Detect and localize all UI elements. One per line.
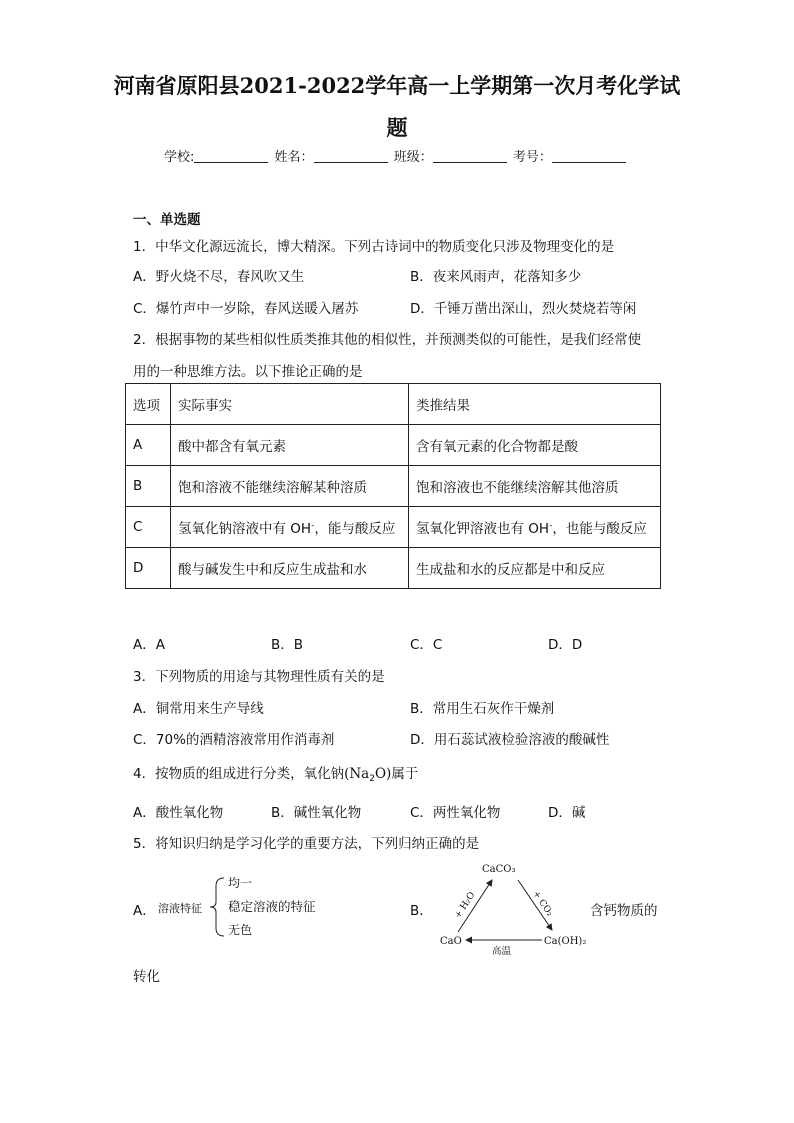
q4-option-b[interactable]: B．碱性氧化物 <box>271 805 362 821</box>
table-row <box>126 425 661 466</box>
q5-option-a[interactable]: A． <box>133 903 156 919</box>
caoh2-label: Ca(OH)₂ <box>544 936 587 947</box>
name-blank[interactable] <box>314 149 388 163</box>
exam-no-label: 考号： <box>512 150 552 165</box>
formula-o: O) <box>374 766 392 782</box>
q2-option-c[interactable]: C．C <box>410 637 443 653</box>
q2-stem-line1: 2．根据事物的某些相似性质类推其他的相似性，并预测类似的可能性，是我们经常使 <box>133 332 642 348</box>
brace-item: 无色 <box>228 923 253 937</box>
table-row <box>126 507 661 548</box>
class-label: 班级： <box>393 150 433 165</box>
q4-stem-pre: 4．按物质的组成进行分类，氧化钠 <box>133 766 345 782</box>
table-cell: D <box>126 548 171 589</box>
q1-stem: 1．中华文化源远流长，博大精深。下列古诗词中的物质变化只涉及物理变化的是 <box>133 239 615 255</box>
school-label: 学校: <box>164 150 195 165</box>
table-cell: 含有氧元素的化合物都是酸 <box>409 425 661 466</box>
q3-option-a[interactable]: A．铜常用来生产导线 <box>133 701 264 717</box>
q1-option-a[interactable]: A．野火烧不尽，春风吹又生 <box>133 269 305 285</box>
table-header-cell: 类推结果 <box>409 384 661 425</box>
q4-option-a[interactable]: A．酸性氧化物 <box>133 805 224 821</box>
q5-stem: 5．将知识归纳是学习化学的重要方法，下列归纳正确的是 <box>133 836 480 852</box>
page-title-line1: 河南省原阳县2021-2022学年高一上学期第一次月考化学试 <box>113 73 681 98</box>
table-cell: 生成盐和水的反应都是中和反应 <box>409 548 661 589</box>
q2-stem-line2: 用的一种思维方法。以下推论正确的是 <box>133 364 363 380</box>
solution-feature-brace-diagram <box>132 872 362 942</box>
q3-stem: 3．下列物质的用途与其物理性质有关的是 <box>133 669 385 685</box>
h2o-edge-label: + H₂O <box>453 890 478 921</box>
q5-option-b[interactable]: B． <box>410 903 433 919</box>
page-title-line2: 题 <box>386 115 408 140</box>
q3-option-d[interactable]: D．用石蕊试液检验溶液的酸碱性 <box>410 732 610 748</box>
table-header-cell: 选项 <box>126 384 171 425</box>
co2-edge-label: + CO₂ <box>530 889 555 919</box>
name-label: 姓名： <box>274 150 314 165</box>
brace-root-label: 溶液特征 <box>158 902 202 915</box>
c-fact-pre: 氢氧化钠溶液中有 OH <box>178 521 312 537</box>
table-cell: A <box>126 425 171 466</box>
q1-option-b[interactable]: B．夜来风雨声，花落知多少 <box>410 269 582 285</box>
calcium-conversion-diagram <box>430 858 590 958</box>
oh-charge-sup: - <box>549 521 553 531</box>
q2-option-a[interactable]: A．A <box>133 637 165 653</box>
q2-table <box>125 383 661 589</box>
curly-brace <box>210 878 224 936</box>
section-title: 一、单选题 <box>133 212 201 228</box>
formula-subscript: 2 <box>369 774 375 784</box>
c-result-pre: 氢氧化钾溶液也有 OH <box>416 521 550 537</box>
student-info-row <box>164 146 628 165</box>
q5-option-b-tail: 含钙物质的 <box>590 903 658 919</box>
class-blank[interactable] <box>433 149 507 163</box>
q4-option-c[interactable]: C．两性氧化物 <box>410 805 501 821</box>
exam-no-blank[interactable] <box>552 149 626 163</box>
table-cell: C <box>126 507 171 548</box>
c-fact-post: ，能与酸反应 <box>314 521 396 537</box>
table-cell: 酸中都含有氧元素 <box>171 425 409 466</box>
brace-item: 均一 <box>228 876 253 890</box>
caco3-label: CaCO₃ <box>482 864 516 875</box>
table-cell: 饱和溶液不能继续溶解某种溶质 <box>171 466 409 507</box>
q2-option-b[interactable]: B．B <box>271 637 304 653</box>
q3-option-b[interactable]: B．常用生石灰作干燥剂 <box>410 701 555 717</box>
q1-option-d[interactable]: D．千锤万凿出深山，烈火焚烧若等闲 <box>410 301 637 317</box>
q3-option-c[interactable]: C．70%的酒精溶液常用作消毒剂 <box>133 732 335 748</box>
c-result-post: ，也能与酸反应 <box>552 521 647 537</box>
table-row <box>126 548 661 589</box>
q2-option-d[interactable]: D．D <box>548 637 583 653</box>
q4-stem <box>133 762 418 784</box>
q4-option-d[interactable]: D．碱 <box>548 805 586 821</box>
q4-stem-post: 属于 <box>391 766 419 782</box>
brace-item: 稳定溶液的特征 <box>228 899 316 914</box>
table-cell: 酸与碱发生中和反应生成盐和水 <box>171 548 409 589</box>
formula-na: (Na <box>344 766 370 782</box>
school-blank[interactable] <box>194 149 268 163</box>
high-temp-label: 高温 <box>492 946 512 957</box>
table-header-row <box>126 384 661 425</box>
table-cell <box>409 507 661 548</box>
table-row <box>126 466 661 507</box>
q1-option-c[interactable]: C．爆竹声中一岁除，春风送暖入屠苏 <box>133 301 359 317</box>
cao-label: CaO <box>440 936 462 947</box>
oh-charge-sup: - <box>311 521 315 531</box>
table-cell: B <box>126 466 171 507</box>
table-header-cell: 实际事实 <box>171 384 409 425</box>
q5-option-b-tail2: 转化 <box>133 969 160 985</box>
table-cell: 饱和溶液也不能继续溶解其他溶质 <box>409 466 661 507</box>
table-cell <box>171 507 409 548</box>
